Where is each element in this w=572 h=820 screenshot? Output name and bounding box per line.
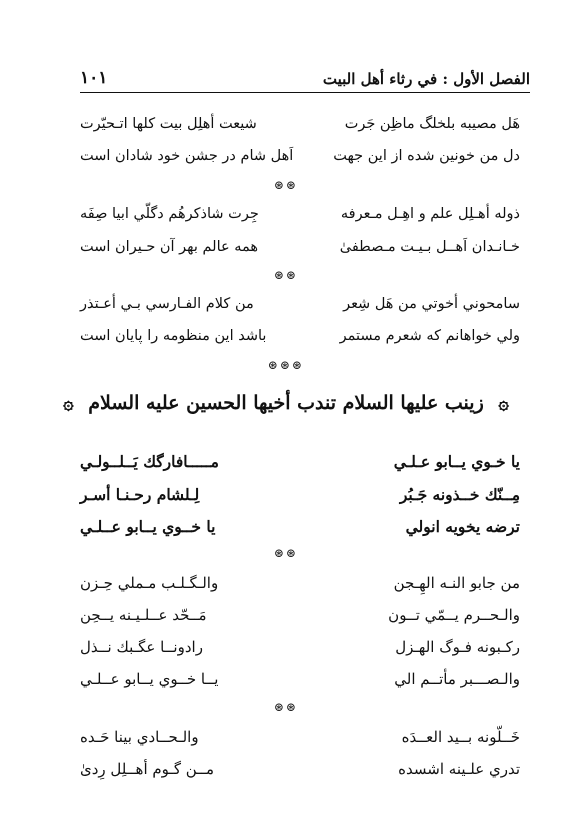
hemistich-left: والـگـلـب مـملي حِـزن [80,574,219,592]
hemistich-left: والـحــادي بينا حَـده [80,728,199,746]
hemistich-right: دل من خونين شده از اين جهت [333,148,520,164]
verse-separator: ⊛⊛ [273,700,299,714]
hemistich-left: رادونــا عگـبك نــذل [80,638,203,656]
hemistich-right: ذوله أهـلِل علم و اهِـل مـعرفه [340,206,520,222]
hemistich-left: من كلام الفـارسي بـي أعـتذر [80,296,254,312]
hemistich-left: باشد اين منظومه را پايان است [80,328,267,344]
hemistich-right: من جابو النـه الهِـجن [393,574,520,592]
verse-line [80,670,520,688]
verse-line [80,485,520,504]
hemistich-left: شيعت أهلِل بيت كلها اتـحيّرت [80,116,257,132]
hemistich-right: تدري علـينه اشسده [398,760,520,778]
ornament-icon: ۞ [63,393,74,414]
hemistich-left: مـــــافارگك يَــلــولـي [80,452,219,471]
verse-line [80,760,520,778]
verse-separator: ⊛⊛⊛ [267,358,305,372]
verse-line [80,574,520,592]
hemistich-left: مَــحّد عــلـيـنه يــحِن [80,606,207,624]
verse-line [80,452,520,471]
verse-line [80,116,520,132]
hemistich-right: خـانـدان اَهــل بـيـت مـصطفیٰ [339,239,520,255]
hemistich-right: خَــلّونه بــيد العــدَه [401,728,520,746]
hemistich-left: اَهل شام در جشن خود شادان است [80,148,294,164]
page-header [80,62,530,93]
verse-line [80,328,520,344]
verse-separator: ⊛⊛ [273,268,299,282]
verse-line [80,206,520,222]
verse-line [80,517,520,536]
hemistich-left: همه عالم بهر آن حـيران است [80,239,259,255]
hemistich-left: مــن گـوم أهــلِل رِدیٰ [80,760,214,778]
chapter-title: الفصل الأول : في رثاء أهل البيت [322,70,530,88]
hemistich-right: والـصـــبر مأتــم الي [394,670,520,688]
hemistich-left: يــا خــوي يــابو عــلـي [80,670,219,688]
hemistich-right: هَل مصيبه بلخلگ ماظِن جَرت [344,116,520,132]
verse-line [80,638,520,656]
poem-heading [0,392,572,414]
hemistich-left: جِرت شاذكرهُم دگلّي ابيا صِفَه [80,206,259,222]
page-number: ١٠١ [80,68,108,88]
hemistich-right: يا خـوي يــابو عـلـي [393,452,520,471]
verse-separator: ⊛⊛ [273,546,299,560]
verse-line [80,296,520,312]
hemistich-left: لِـلشام رحـنـا أسـر [80,485,200,504]
hemistich-right: ولي خواهانم كه شعرم مستمر [339,328,520,344]
verse-line [80,239,520,255]
hemistich-right: ركـبونه فـوگ الهـزل [395,638,520,656]
poem-heading-text: زينب عليها السلام تندب أخيها الحسين عليه السلام [88,392,484,414]
verse-separator: ⊛⊛ [273,178,299,192]
verse-line [80,606,520,624]
hemistich-right: مِــنّك خــذونه جَـبُر [399,485,520,504]
ornament-icon: ۞ [498,393,509,414]
verse-line [80,728,520,746]
hemistich-right: سامحوني أخوتي من هَل شِعر [343,296,520,312]
hemistich-right: والـحــرم يــمّي تــون [388,606,520,624]
hemistich-right: ترضه يخويه انولي [405,517,520,536]
hemistich-left: يا خــوي يــابو عــلـي [80,517,216,536]
verse-line [80,148,520,164]
